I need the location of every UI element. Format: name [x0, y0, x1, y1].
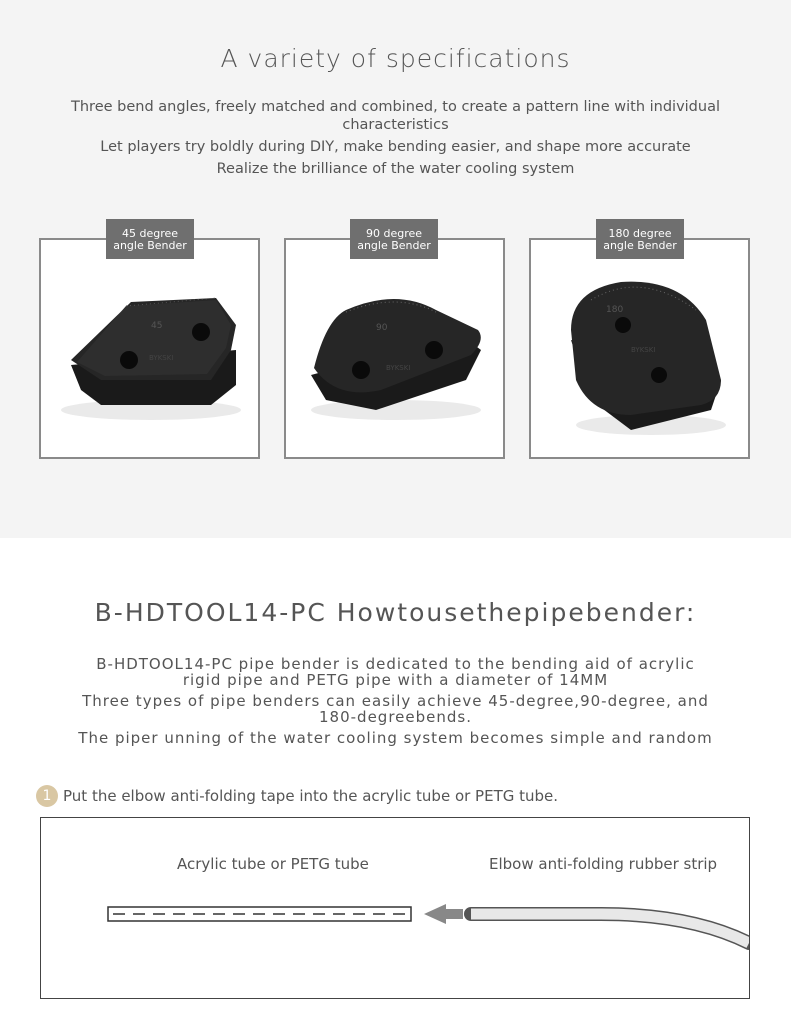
specs-title: A variety of specifications [220, 44, 571, 73]
product-card-45 [39, 238, 260, 459]
product-card-180 [529, 238, 750, 459]
step-1 [36, 785, 558, 807]
tag-45-line1: 45 degree [121, 227, 179, 240]
arrow-left-icon [424, 904, 463, 924]
step-1-text: Put the elbow anti-folding tape into the acrylic tube or PETG tube. [63, 787, 559, 805]
rubber-strip-fill [471, 914, 749, 943]
howto-p2-line1: Three types of pipe benders can easily achieve 45-degree,90-degree, and [82, 692, 709, 710]
bender-45-brand: BYKSKI [149, 354, 174, 362]
howto-p2-line2: 180-degreebends. [319, 708, 472, 726]
tag-90 [350, 219, 438, 259]
specs-description [40, 98, 751, 182]
bender-90-angle-mark: 90 [376, 323, 388, 333]
howto-title: B-HDTOOL14-PC Howtousethepipebender: [94, 598, 697, 627]
bender-180-image [531, 240, 748, 457]
product-card-90 [284, 238, 505, 459]
label-acrylic-tube: Acrylic tube or PETG tube [177, 855, 369, 873]
bender-45-angle-mark: 45 [151, 321, 163, 331]
bender-90-image [286, 240, 503, 457]
tag-180-line1: 180 degree [608, 227, 672, 240]
bender-180-brand: BYKSKI [631, 346, 656, 354]
tag-45-line2: angle Bender [113, 239, 187, 252]
howto-paragraph-2 [30, 693, 761, 725]
step-number-badge: 1 [36, 785, 58, 807]
diagram-graphic [41, 818, 749, 998]
tag-90-line1: 90 degree [365, 227, 423, 240]
specs-line-3: Realize the brilliance of the water cooling system [216, 161, 575, 177]
howto-p1-line2: rigid pipe and PETG pipe with a diameter of 14MM [182, 671, 609, 689]
howto-paragraph-3: The piper unning of the water cooling system becomes simple and random [78, 729, 713, 747]
tag-180 [596, 219, 684, 259]
tag-45 [106, 219, 194, 259]
bender-90-brand: BYKSKI [386, 364, 411, 372]
tag-180-line2: angle Bender [603, 239, 677, 252]
bender-45-image [41, 240, 258, 457]
label-rubber-strip: Elbow anti-folding rubber strip [489, 855, 718, 873]
bender-180-angle-mark: 180 [606, 305, 624, 315]
howto-description [30, 656, 761, 751]
howto-paragraph-1 [30, 656, 761, 688]
specs-line-1: Three bend angles, freely matched and combined, to create a pattern line with individual characteristics [71, 99, 720, 133]
specs-line-2: Let players try boldly during DIY, make bending easier, and shape more accurate [100, 139, 691, 155]
howto-p1-line1: B-HDTOOL14-PC pipe bender is dedicated to the bending aid of acrylic [96, 655, 695, 673]
step-1-diagram [40, 817, 750, 999]
tag-90-line2: angle Bender [357, 239, 431, 252]
